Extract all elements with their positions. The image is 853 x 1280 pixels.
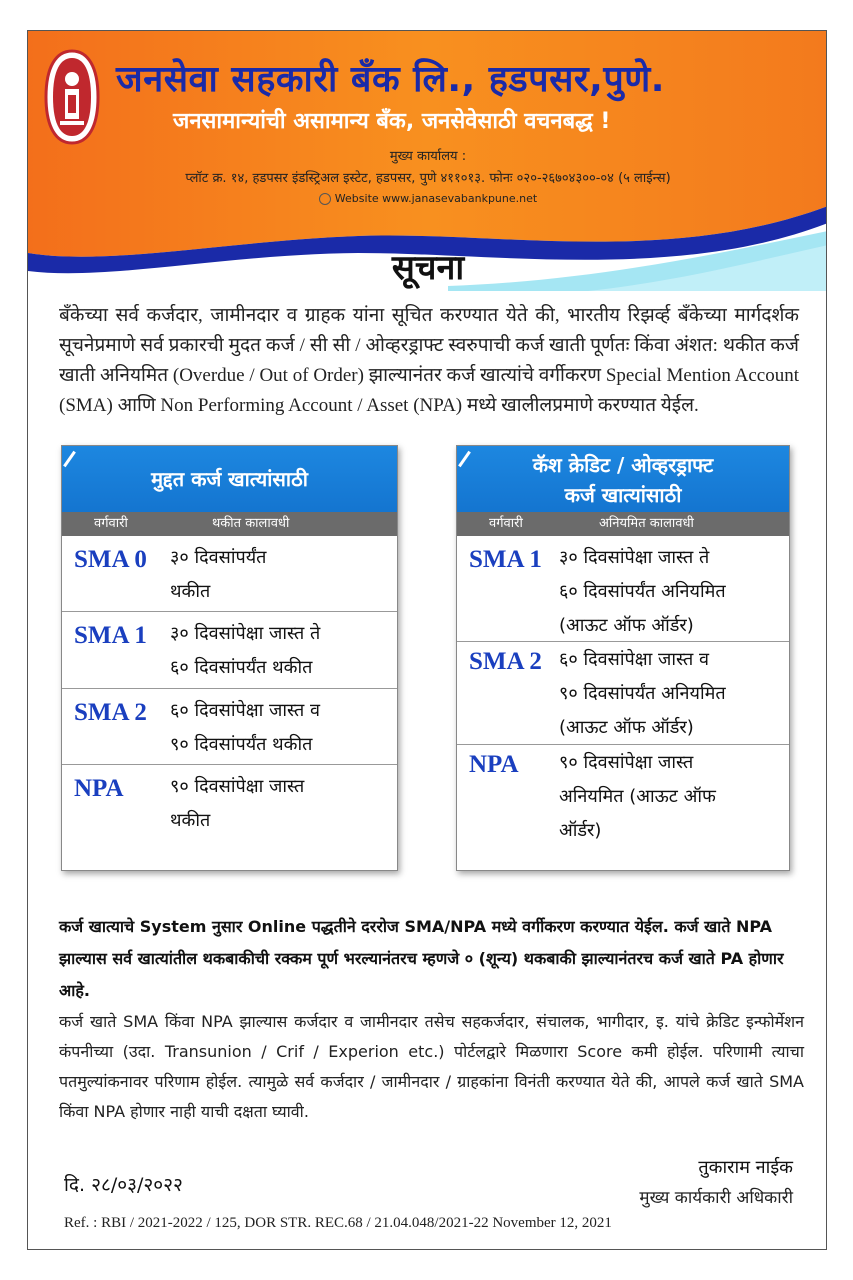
website-link[interactable]: Website www.janasevabankpune.net: [334, 192, 538, 205]
bank-logo-icon: [44, 49, 100, 145]
period-line: ६० दिवसांपर्यंत अनियमित: [559, 581, 726, 602]
category-code: NPA: [469, 751, 519, 778]
period-description: [170, 541, 266, 609]
term-loan-column-header: [62, 512, 397, 536]
table-row: [457, 536, 789, 642]
period-line: ३० दिवसांपर्यंत: [170, 547, 267, 568]
period-description: [170, 770, 304, 838]
period-description: [559, 643, 726, 745]
period-line: ९० दिवसांपर्यंत अनियमित: [559, 683, 726, 704]
cc-od-table-title-line2: कर्ज खात्यांसाठी: [564, 483, 682, 507]
signer-title: मुख्य कार्यकारी अधिकारी: [639, 1188, 793, 1208]
category-code: SMA 2: [74, 699, 147, 726]
reference-line: Ref. : RBI / 2021-2022 / 125, DOR STR. REC.68 / 21.04.048/2021-22 November 12, 2021: [64, 1215, 612, 1231]
period-line: थकीत: [170, 581, 211, 602]
term-loan-table-header: [62, 446, 397, 512]
website-line: [28, 192, 827, 205]
intro-text: बँकेच्या सर्व कर्जदार, जामीनदार व ग्राहक यांना सूचित करण्यात येते की, भारतीय रिझर्व्ह बँकेच्या मार्गदर्शक सूचनेप्रमाणे सर्व प्रकारची मुदत कर्ज / सी सी / ओव्हरड्राफ्ट स्वरुपाची कर्ज खाती पूर्णतः किंवा अंशत: थकीत कर्ज खाती अनियमित (Overdue / Out of Order) झाल्यानंतर कर्ज खात्यांचे वर्गीकरण Special Mention Account (SMA) आणि Non Performing Account / Asset (NPA) मध्ये खालीलप्रमाणे करण्यात येईल.: [59, 305, 799, 416]
table-row: [62, 765, 397, 845]
category-code: SMA 1: [74, 622, 147, 649]
cc-od-table-header: [457, 446, 789, 512]
period-line: (आऊट ऑफ ऑर्डर): [559, 615, 694, 636]
notice-document: [27, 30, 827, 1250]
category-column-label: वर्गवारी: [94, 516, 128, 531]
cc-od-table: [456, 445, 790, 871]
period-line: ३० दिवसांपेक्षा जास्त ते: [559, 547, 710, 568]
period-line: ६० दिवसांपेक्षा जास्त व: [170, 700, 321, 721]
notice-date: दि. २८/०३/२०२२: [64, 1174, 183, 1196]
period-line: ९० दिवसांपेक्षा जास्त: [170, 776, 305, 797]
period-description: [559, 746, 716, 848]
signature-block: [639, 1153, 793, 1213]
table-row: [62, 689, 397, 765]
intro-paragraph: [59, 301, 799, 421]
table-row: [457, 642, 789, 745]
table-row: [62, 612, 397, 689]
category-column-label: वर्गवारी: [489, 516, 523, 531]
category-code: NPA: [74, 775, 124, 802]
bank-name: जनसेवा सहकारी बँक लि., हडपसर,पुणे.: [116, 59, 665, 100]
head-office-address: प्लॉट क्र. १४, हडपसर इंडस्ट्रिअल इस्टेट, हडपसर, पुणे ४११०१३. फोनः ०२०-२६७०४३००-०४ (५ लाईन्स): [185, 171, 671, 186]
period-line: (आऊट ऑफ ऑर्डर): [559, 717, 694, 738]
period-description: [170, 617, 320, 685]
cc-od-column-header: [457, 512, 789, 536]
category-code: SMA 0: [74, 546, 147, 573]
term-loan-table: [61, 445, 398, 871]
table-row: [457, 745, 789, 845]
credit-score-note: कर्ज खाते SMA किंवा NPA झाल्यास कर्जदार व जामीनदार तसेच सहकर्जदार, संचालक, भागीदार, इ. यांचे क्रेडिट इन्फोर्मेशन कंपनीच्या (उदा. Transunion / Crif / Experion etc.) पोर्टलद्वारे मिळणारा Score कमी होईल. परिणामी त्याचा पतमुल्यांकनावर परिणाम होईल. त्यामुळे सर्व कर्जदार / जामीनदार / ग्राहकांना विनंती करण्यात येते की, आपले कर्ज खाते SMA किंवा NPA होणार नाही याची दक्षता घ्यावी.: [59, 1012, 804, 1121]
term-loan-table-title: मुद्दत कर्ज खात्यांसाठी: [151, 467, 308, 491]
cc-od-table-title-line1: कॅश क्रेडिट / ओव्हरड्राफ्ट: [532, 453, 714, 477]
globe-icon: [319, 193, 331, 205]
period-line: ३० दिवसांपेक्षा जास्त ते: [170, 623, 321, 644]
signer-name: तुकाराम नाईक: [698, 1157, 793, 1178]
notice-title: सूचना: [391, 248, 465, 288]
table-row: [62, 536, 397, 612]
category-code: SMA 2: [469, 648, 542, 675]
period-line: थकीत: [170, 810, 211, 831]
category-code: SMA 1: [469, 546, 542, 573]
period-line: ६० दिवसांपेक्षा जास्त व: [559, 649, 710, 670]
letterhead: [28, 31, 827, 291]
period-line: ९० दिवसांपर्यंत थकीत: [170, 734, 313, 755]
head-office-label: मुख्य कार्यालय :: [389, 149, 467, 164]
period-description: [170, 694, 320, 762]
period-line: ६० दिवसांपर्यंत थकीत: [170, 657, 313, 678]
bank-tagline: जनसामान्यांची असामान्य बँक, जनसेवेसाठी वचनबद्ध !: [173, 109, 611, 134]
period-line: ऑर्डर): [559, 820, 602, 841]
period-line: ९० दिवसांपेक्षा जास्त: [559, 752, 694, 773]
period-line: अनियमित (आऊट ऑफ: [559, 786, 716, 807]
period-description: [559, 541, 726, 643]
period-column-label: थकीत कालावधी: [212, 516, 290, 531]
online-classification-note: कर्ज खात्याचे System नुसार Online पद्धतीने दररोज SMA/NPA मध्ये वर्गीकरण करण्यात येईल. कर्ज खाते NPA झाल्यास सर्व खात्यांतील थकबाकीची रक्कम पूर्ण भरल्यानंतरच म्हणजे ० (शून्य) थकबाकी झाल्यानंतरच कर्ज खाते PA होणार आहे.: [59, 917, 784, 1000]
period-column-label: अनियमित कालावधी: [599, 516, 694, 531]
